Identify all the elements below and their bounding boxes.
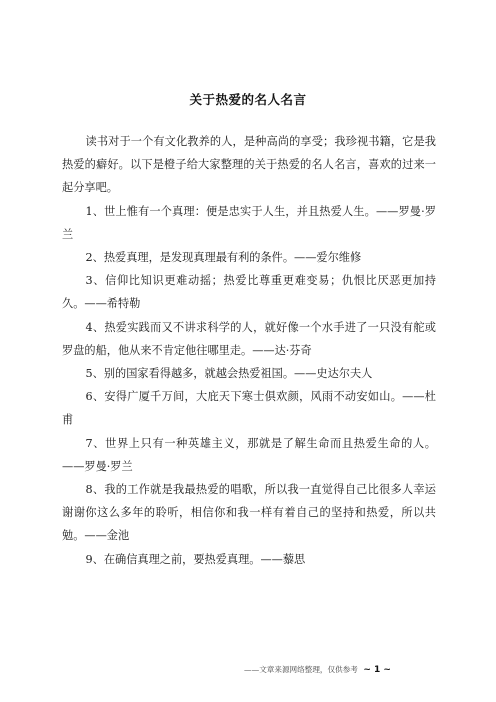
intro-paragraph: 读书对于一个有文化教养的人，是种高尚的享受；我珍视书籍，它是我热爱的癖好。以下是橙子给大家整理的关于热爱的名人名言，喜欢的过来一起分享吧。 xyxy=(62,135,436,195)
page-footer xyxy=(244,664,391,675)
quote-item-4: 4、热爱实践而又不讲求科学的人，就好像一个水手进了一只没有舵或罗盘的船，他从来不肯定他往哪里走。——达·芬奇 xyxy=(62,320,436,357)
quote-item-3: 3、信仰比知识更难动摇；热爱比尊重更难变易；仇恨比厌恶更加持久。——希特勒 xyxy=(62,274,436,311)
footer-note: ——文章来源网络整理，仅供参考 xyxy=(244,665,358,674)
quote-item-7: 7、世界上只有一种英雄主义，那就是了解生命而且热爱生命的人。——罗曼·罗兰 xyxy=(62,436,436,473)
quote-item-8: 8、我的工作就是我最热爱的唱歌，所以我一直觉得自己比很多人幸运谢谢你这么多年的聆听，相信你和我一样有着自己的坚持和热爱，所以共勉。——金池 xyxy=(62,483,436,543)
quote-item-5: 5、别的国家看得越多，就越会热爱祖国。——史达尔夫人 xyxy=(85,367,373,381)
page-number: ~ 1 ~ xyxy=(363,665,391,675)
quote-item-2: 2、热爱真理，是发现真理最有利的条件。——爱尔维修 xyxy=(85,251,362,265)
quote-item-1: 1、世上惟有一个真理：便是忠实于人生，并且热爱人生。——罗曼·罗兰 xyxy=(62,204,436,241)
document-body xyxy=(62,130,436,571)
quote-item-6: 6、安得广厦千万间，大庇天下寒士俱欢颜，风雨不动安如山。——杜甫 xyxy=(62,390,436,427)
document-title: 关于热爱的名人名言 xyxy=(189,92,307,107)
quote-item-9: 9、在确信真理之前，要热爱真理。——藜思 xyxy=(85,552,306,566)
